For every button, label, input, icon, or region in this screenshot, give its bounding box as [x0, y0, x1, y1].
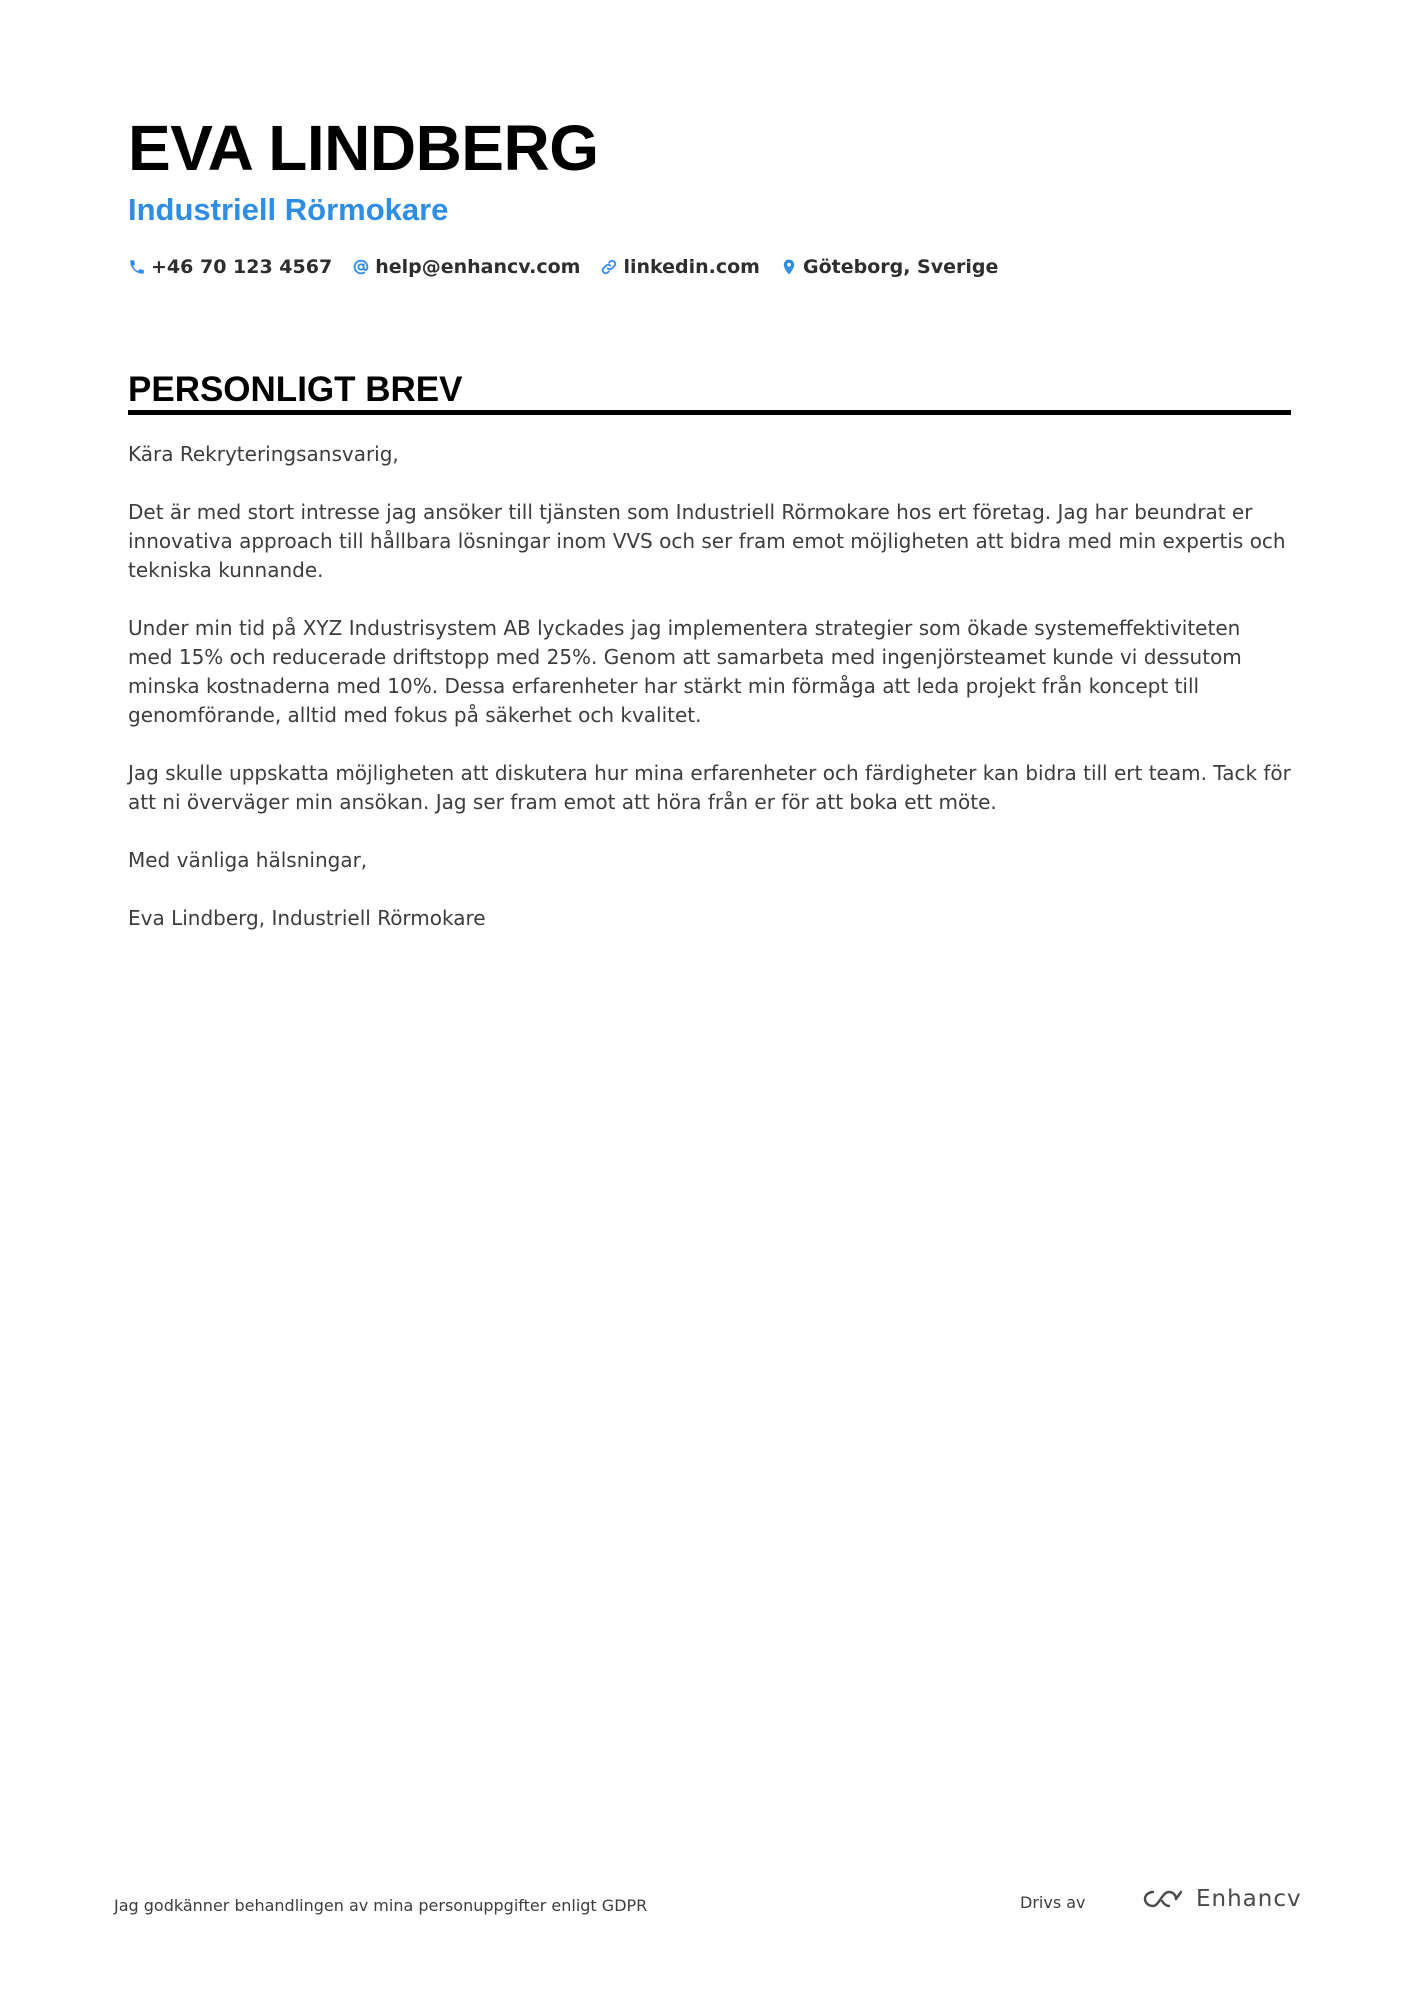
section-title: PERSONLIGT BREV [128, 370, 463, 409]
contact-email[interactable] [352, 253, 580, 281]
gdpr-consent: Jag godkänner behandlingen av mina personuppgifter enligt GDPR [114, 1896, 648, 1915]
candidate-name: EVA LINDBERG [128, 112, 599, 184]
brand-logo[interactable] [1140, 1884, 1302, 1914]
letter-paragraph: Under min tid på XYZ Industrisystem AB lyckades jag implementera strategier som ökade systemeffektiviteten med 15% och reducerade driftstopp med 25%. Genom att samarbeta med ingenjörsteamet kunde vi dessutom minska kostnaderna med 10%. Dessa erfarenheter har stärkt min förmåga att leda projekt från koncept till genomförande, alltid med fokus på säkerhet och kvalitet. [128, 616, 1242, 727]
phone-icon [128, 258, 146, 276]
letter-body [128, 440, 1291, 962]
contact-info [128, 253, 998, 281]
letter-signature: Eva Lindberg, Industriell Rörmokare [128, 906, 486, 930]
brand-name: Enhancv [1196, 1886, 1302, 1912]
phone-text: +46 70 123 4567 [151, 256, 333, 278]
linkedin-text: linkedin.com [623, 256, 760, 278]
job-title: Industriell Rörmokare [128, 192, 449, 227]
location-pin-icon [780, 258, 798, 276]
contact-phone [128, 253, 332, 281]
letter-greeting: Kära Rekryteringsansvarig, [128, 442, 399, 466]
letter-paragraph: Det är med stort intresse jag ansöker till tjänsten som Industriell Rörmokare hos ert företag. Jag har beundrat er innovativa approach till hållbara lösningar inom VVS och ser fram emot möjligheten att bidra med min expertis och tekniska kunnande. [128, 500, 1286, 582]
link-icon [600, 258, 618, 276]
letter-closing: Med vänliga hälsningar, [128, 848, 368, 872]
letter-paragraph: Jag skulle uppskatta möjligheten att diskutera hur mina erfarenheter och färdigheter kan bidra till ert team. Tack för att ni överväger min ansökan. Jag ser fram emot att höra från er för att boka ett möte. [128, 761, 1291, 814]
at-icon [352, 258, 370, 276]
section-divider [128, 410, 1291, 415]
enhancv-logo-icon [1140, 1886, 1186, 1912]
location-text: Göteborg, Sverige [802, 256, 999, 278]
contact-location [780, 253, 998, 281]
email-text: help@enhancv.com [375, 256, 581, 278]
powered-by-label: Drivs av [1020, 1893, 1086, 1912]
contact-linkedin[interactable] [600, 253, 760, 281]
